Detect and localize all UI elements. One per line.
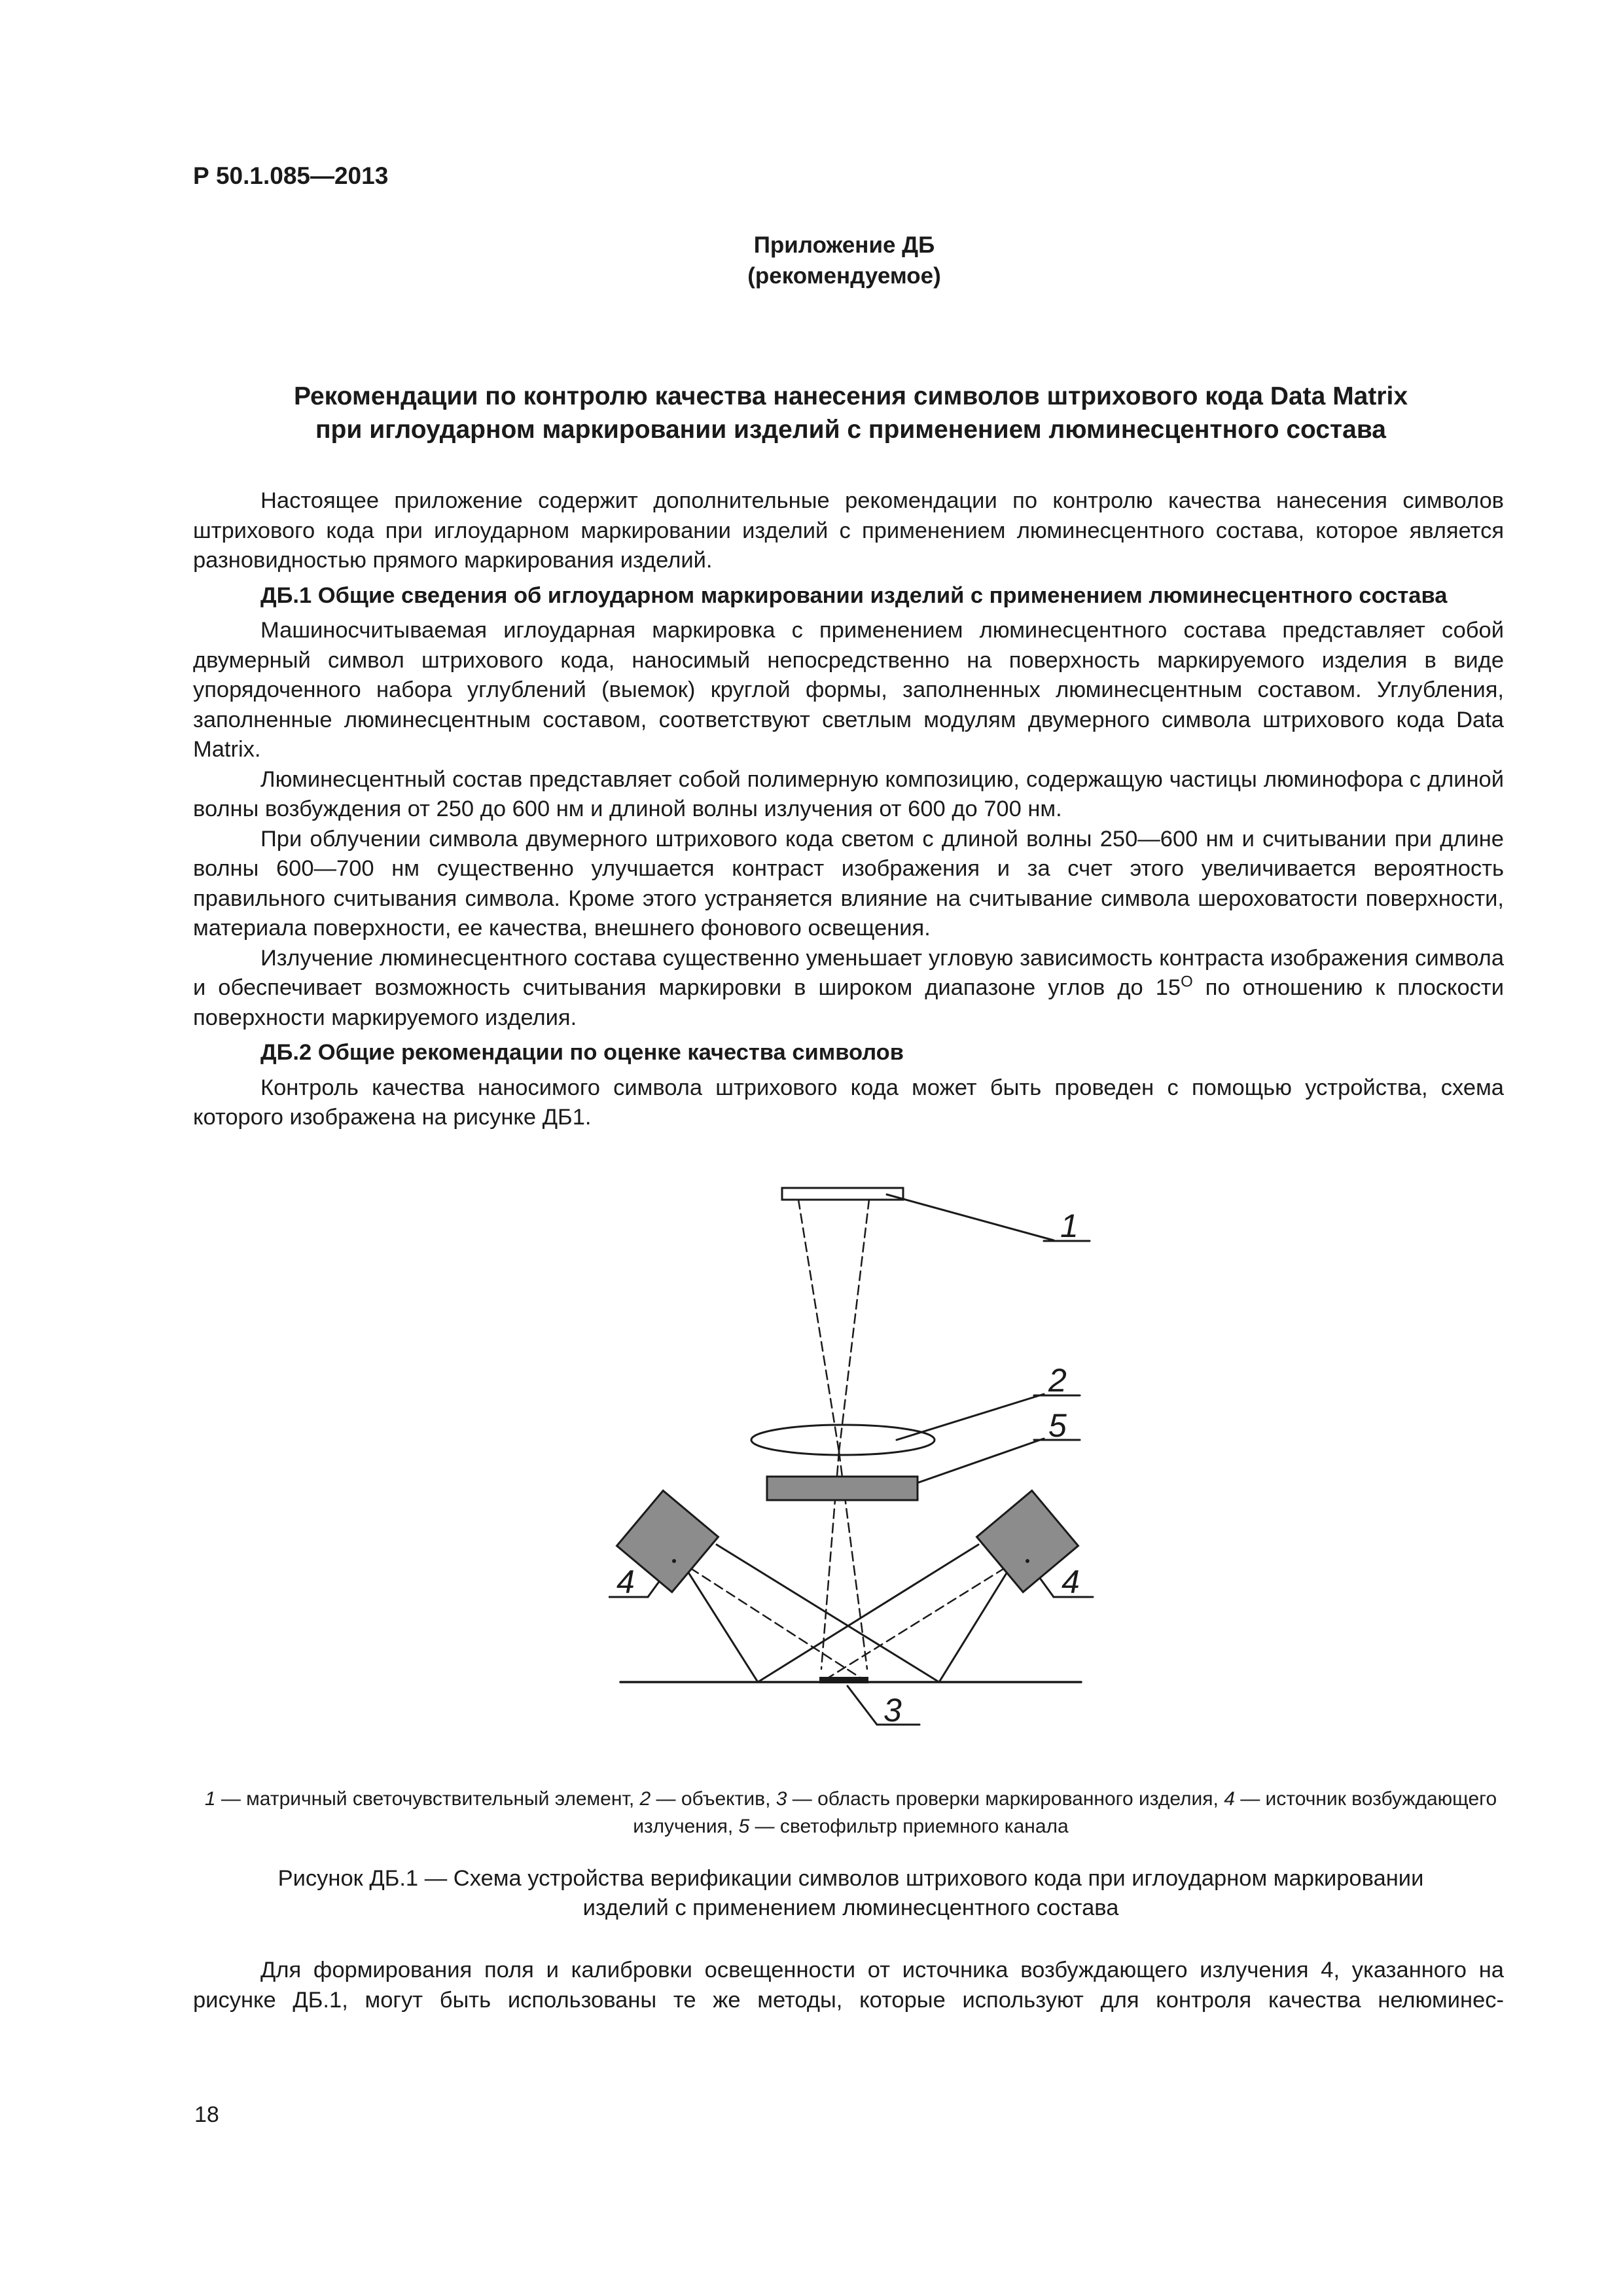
degree-superscript: O (1181, 973, 1193, 991)
legend-text-2: — объектив, (651, 1788, 776, 1810)
legend-text-5: — светофильтр приемного канала (749, 1816, 1069, 1837)
optical-ray (798, 1200, 839, 1452)
sensor-plate (782, 1188, 903, 1200)
section2-paragraph-1: Контроль качества наносимого символа штрихового кода может быть проведен с помощью устройства, схема которого изображена на рисунке ДБ1. (193, 1075, 1504, 1130)
figure-caption (196, 1864, 1505, 1923)
legend-text-4: — источник возбуждающего излучения, (633, 1788, 1497, 1837)
excitation-ray (717, 1545, 939, 1682)
lens (751, 1425, 935, 1455)
figure-caption-line-2: изделий с применением люминесцентного состава (582, 1895, 1119, 1920)
label-2: 2 (1048, 1362, 1067, 1399)
appendix-label: Приложение ДБ (753, 232, 935, 258)
section1-paragraph-1: Машиносчитываемая иглоударная маркировка с применением люминесцентного состава представляет собой двумерный символ штрихового кода, наносимый непосредственно на поверхность маркируемого изделия в виде упорядоченного набора углублений (выемок) круглой формы, заполненных люминесцентным составом. Углубления, заполненные люминесцентным составом, соответствуют светлым модулям двумерного символа штрихового кода Data Matrix. (193, 618, 1504, 762)
label-4-right: 4 (1061, 1564, 1080, 1600)
main-text (193, 486, 1504, 1133)
section-heading-db1: ДБ.1 Общие сведения об иглоударном маркировании изделий с применением люминесцентного состава (260, 583, 1448, 608)
leader-line-1 (887, 1194, 1054, 1240)
label-1: 1 (1060, 1208, 1079, 1244)
verification-device-diagram (609, 1178, 1113, 1754)
appendix-title (196, 380, 1505, 446)
figure-caption-line-1: Рисунок ДБ.1 — Схема устройства верификации символов штрихового кода при иглоударном маркировании (277, 1866, 1424, 1891)
source-dot-right (1026, 1559, 1029, 1563)
continuation-text (193, 1956, 1504, 2015)
leader-line-5 (913, 1439, 1044, 1484)
label-4-left: 4 (616, 1564, 635, 1600)
excitation-ray (758, 1545, 978, 1682)
appendix-title-line-2: при иглоударном маркировании изделий с применением люминесцентного состава (315, 416, 1386, 444)
document-code: Р 50.1.085—2013 (193, 162, 389, 189)
label-3: 3 (883, 1692, 902, 1729)
appendix-status: (рекомендуемое) (747, 263, 941, 289)
section1-paragraph-2: Люминесцентный состав представляет собой полимерную композицию, содержащую частицы люминофора с длиной волны возбуждения от 250 до 600 нм и длиной волны излучения от 600 до 700 нм. (193, 766, 1504, 821)
inspection-area (819, 1677, 868, 1683)
label-5: 5 (1048, 1407, 1067, 1444)
section-heading-db2: ДБ.2 Общие рекомендации по оценке качества символов (260, 1040, 904, 1065)
figure-legend (196, 1785, 1505, 1840)
section1-paragraph-3: При облучении символа двумерного штрихового кода светом с длиной волны 250—600 нм и считывании при длине волны 600—700 нм существенно улучшается контраст изображения и за счет этого увеличивается вероятность правильного считывания символа. Кроме этого устраняется влияние на считывание символа шероховатости поверхности, материала поверхности, ее качества, внешнего фонового освещения. (193, 826, 1504, 941)
excitation-ray (690, 1568, 867, 1682)
section1-paragraph-4 (193, 944, 1504, 1033)
legend-text-1: — матричный светочувствительный элемент, (215, 1788, 640, 1810)
p4-text-b: по отношению к плоскости поверхности маркируемого изделия. (193, 975, 1504, 1030)
page-number: 18 (194, 2102, 219, 2127)
source-dot-left (672, 1559, 676, 1563)
leader-line-2 (897, 1394, 1044, 1440)
leader-line-3 (847, 1686, 877, 1725)
light-filter (767, 1477, 918, 1500)
legend-num-5: 5 (738, 1816, 750, 1837)
intro-paragraph: Настоящее приложение содержит дополнительные рекомендации по контролю качества нанесения символов штрихового кода при иглоударном маркировании изделий с применением люминесцентного состава, которое является разновидностью прямого маркирования изделий. (193, 488, 1504, 573)
legend-num-3: 3 (776, 1788, 787, 1810)
legend-num-2: 2 (639, 1788, 651, 1810)
p4-text-a: Излучение люминесцентного состава существенно уменьшает угловую зависимость контраста изображения символа и обеспечивает возможность считывания маркировки в широком диапазоне углов до 15 (193, 945, 1504, 1000)
appendix-title-line-1: Рекомендации по контролю качества нанесения символов штрихового кода Data Matrix (293, 382, 1408, 410)
legend-num-4: 4 (1224, 1788, 1235, 1810)
legend-num-1: 1 (204, 1788, 216, 1810)
legend-text-3: — область проверки маркированного изделия, (787, 1788, 1224, 1810)
final-paragraph: Для формирования поля и калибровки освещенности от источника возбуждающего излучения 4, указанного на рисунке ДБ.1, могут быть использованы те же методы, которые используют для контроля качества нелюминес- (193, 1958, 1504, 2013)
optical-ray (839, 1200, 869, 1452)
